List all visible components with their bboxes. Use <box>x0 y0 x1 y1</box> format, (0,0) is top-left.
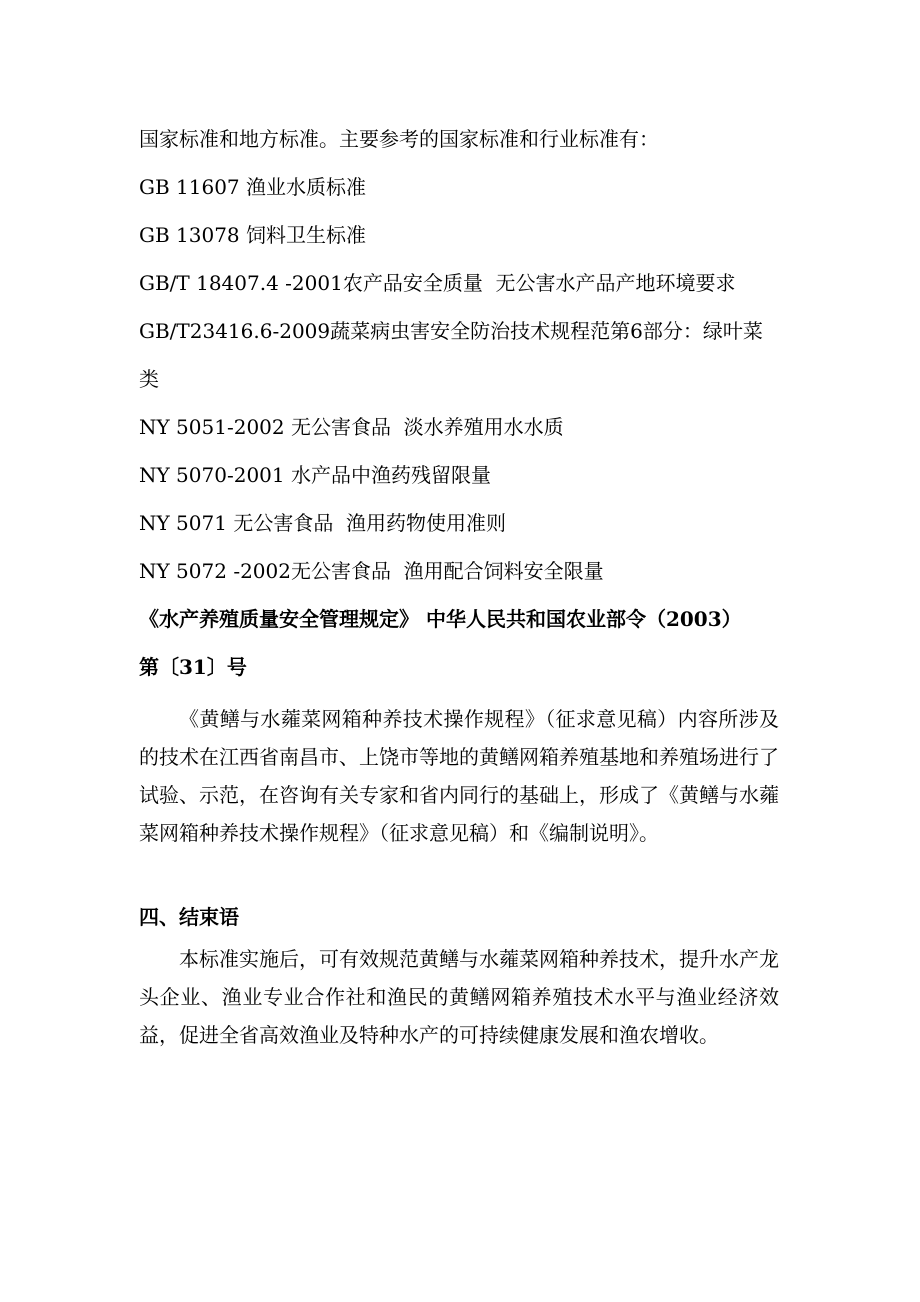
process-paragraph: 《黄鳝与水蕹菜网箱种养技术操作规程》（征求意见稿）内容所涉及的技术在江西省南昌市、上饶市等地的黄鳝网箱养殖基地和养殖场进行了试验、示范，在咨询有关专家和省内同行的基础上，形成了《黄鳝与水蕹菜网箱种养技术操作规程》（征求意见稿）和《编制说明》。 <box>139 707 779 845</box>
standard-line: NY 5070-2001 水产品中渔药残留限量 <box>139 463 491 487</box>
standard-line: GB 13078 饲料卫生标准 <box>139 223 367 247</box>
conclusion-paragraph: 本标准实施后，可有效规范黄鳝与水蕹菜网箱种养技术，提升水产龙头企业、渔业专业合作社和渔民的黄鳝网箱养殖技术水平与渔业经济效益，促进全省高效渔业及特种水产的可持续健康发展和渔农增收。 <box>139 947 779 1047</box>
regulation-title: 《水产养殖质量安全管理规定》 中华人民共和国农业部令（2003） <box>139 607 742 631</box>
standard-line: NY 5072 -2002无公害食品 渔用配合饲料安全限量 <box>139 559 604 583</box>
standard-line: NY 5071 无公害食品 渔用药物使用准则 <box>139 511 507 535</box>
standard-line: GB/T23416.6-2009蔬菜病虫害安全防治技术规程范第6部分：绿叶菜 <box>139 319 763 343</box>
standard-line: NY 5051-2002 无公害食品 淡水养殖用水水质 <box>139 415 564 439</box>
standard-line: GB 11607 渔业水质标准 <box>139 175 367 199</box>
regulation-number: 第〔31〕号 <box>139 655 247 679</box>
intro-line: 国家标准和地方标准。主要参考的国家标准和行业标准有： <box>139 127 659 151</box>
section-heading: 四、结束语 <box>139 905 239 929</box>
standard-line-continued: 类 <box>139 367 159 391</box>
standard-line: GB/T 18407.4 -2001农产品安全质量 无公害水产品产地环境要求 <box>139 271 736 295</box>
